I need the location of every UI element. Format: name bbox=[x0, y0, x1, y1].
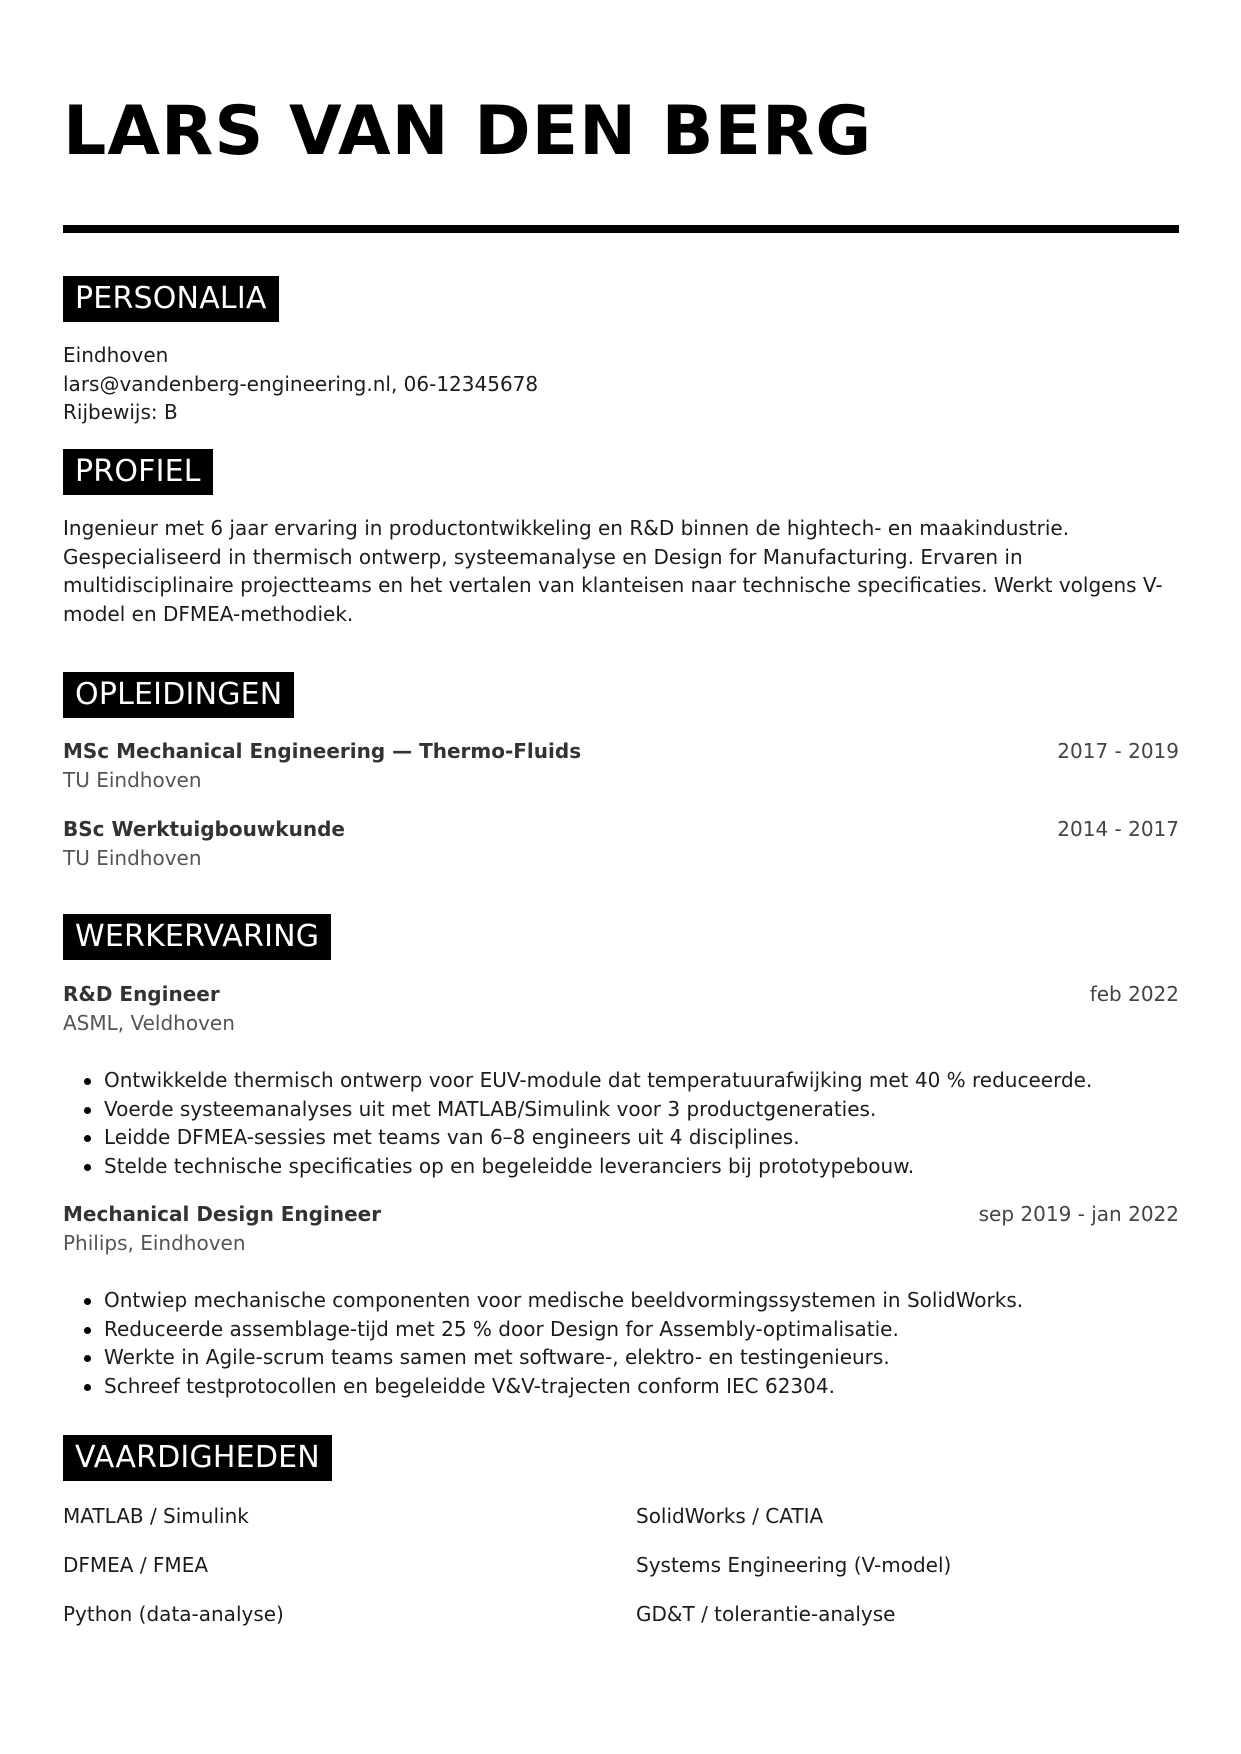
education-entry bbox=[63, 815, 1179, 873]
skill-item: Systems Engineering (V-model) bbox=[636, 1553, 952, 1577]
job-period: sep 2019 - jan 2022 bbox=[978, 1202, 1179, 1226]
education-degree: BSc Werktuigbouwkunde bbox=[63, 817, 345, 841]
job-company: Philips, Eindhoven bbox=[63, 1231, 246, 1255]
header-divider bbox=[63, 225, 1179, 233]
education-entry bbox=[63, 737, 1179, 795]
profile-summary: Ingenieur met 6 jaar ervaring in productontwikkeling en R&D binnen de hightech- en maakindustrie. Gespecialiseerd in thermisch ontwerp, systeemanalyse en Design for Manufacturing. Ervaren in multidisciplinaire projectteams en het vertalen van klanteisen naar technische specificaties. Werkt volgens V-model en DFMEA-methodiek. bbox=[63, 516, 1163, 626]
list-item: Schreef testprotocollen en begeleidde V&V-trajecten conform IEC 62304. bbox=[104, 1372, 1174, 1401]
job-entry bbox=[63, 1200, 1179, 1258]
candidate-name: LARS VAN DEN BERG bbox=[63, 92, 873, 171]
job-role: R&D Engineer bbox=[63, 982, 220, 1006]
job-bullet-list bbox=[104, 1286, 1174, 1400]
job-period: feb 2022 bbox=[1089, 982, 1179, 1006]
list-item: Ontwikkelde thermisch ontwerp voor EUV-module dat temperatuurafwijking met 40 % reduceerde. bbox=[104, 1066, 1174, 1095]
job-entry bbox=[63, 980, 1179, 1038]
personal-license: Rijbewijs: B bbox=[63, 400, 178, 424]
job-bullet-list bbox=[104, 1066, 1174, 1180]
list-item: Werkte in Agile-scrum teams samen met software-, elektro- en testingenieurs. bbox=[104, 1343, 1174, 1372]
list-item: Stelde technische specificaties op en begeleidde leveranciers bij prototypebouw. bbox=[104, 1152, 1174, 1181]
section-title-profiel: PROFIEL bbox=[63, 449, 213, 495]
section-title-personalia: PERSONALIA bbox=[63, 276, 279, 322]
education-school: TU Eindhoven bbox=[63, 768, 202, 792]
section-title-opleidingen: OPLEIDINGEN bbox=[63, 672, 294, 718]
education-period: 2014 - 2017 bbox=[1057, 817, 1179, 841]
education-period: 2017 - 2019 bbox=[1057, 739, 1179, 763]
skill-item: DFMEA / FMEA bbox=[63, 1553, 209, 1577]
job-company: ASML, Veldhoven bbox=[63, 1011, 235, 1035]
personal-contact: lars@vandenberg-engineering.nl, 06-12345678 bbox=[63, 371, 539, 396]
list-item: Ontwiep mechanische componenten voor medische beeldvormingssystemen in SolidWorks. bbox=[104, 1286, 1174, 1315]
list-item: Leidde DFMEA-sessies met teams van 6–8 engineers uit 4 disciplines. bbox=[104, 1123, 1174, 1152]
skill-item: SolidWorks / CATIA bbox=[636, 1504, 824, 1528]
section-title-werkervaring: WERKERVARING bbox=[63, 914, 331, 960]
list-item: Voerde systeemanalyses uit met MATLAB/Simulink voor 3 productgeneraties. bbox=[104, 1095, 1174, 1124]
education-school: TU Eindhoven bbox=[63, 846, 202, 870]
education-degree: MSc Mechanical Engineering — Thermo-Fluids bbox=[63, 739, 582, 763]
skill-item: Python (data-analyse) bbox=[63, 1602, 284, 1626]
list-item: Reduceerde assemblage-tijd met 25 % door Design for Assembly-optimalisatie. bbox=[104, 1315, 1174, 1344]
personal-city: Eindhoven bbox=[63, 343, 169, 367]
skill-item: GD&T / tolerantie-analyse bbox=[636, 1602, 896, 1626]
job-role: Mechanical Design Engineer bbox=[63, 1202, 382, 1226]
skill-item: MATLAB / Simulink bbox=[63, 1504, 249, 1528]
section-title-vaardigheden: VAARDIGHEDEN bbox=[63, 1435, 332, 1481]
